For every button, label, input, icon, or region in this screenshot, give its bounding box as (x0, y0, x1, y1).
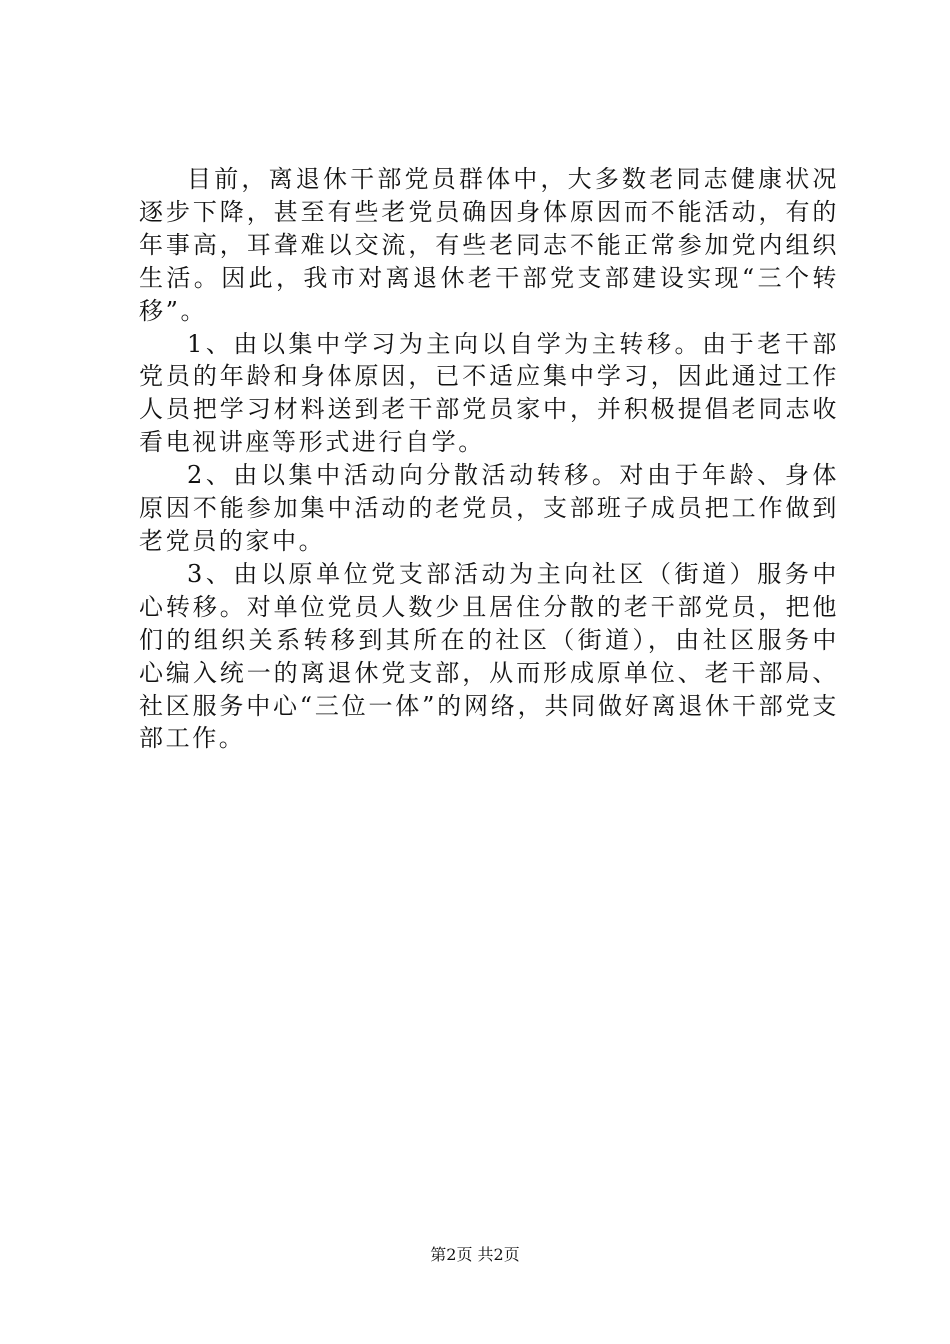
page-number: 第2页 共2页 (430, 1245, 520, 1264)
page-footer (0, 1244, 950, 1266)
paragraph-intro: 目前，离退休干部党员群体中，大多数老同志健康状况逐步下降，甚至有些老党员确因身体原因而不能活动，有的年事高，耳聋难以交流，有些老同志不能正常参加党内组织生活。因此，我市对离退休老干部党支部建设实现“三个转移”。 (139, 165, 839, 325)
paragraph-item-2: 2、由以集中活动向分散活动转移。对由于年龄、身体原因不能参加集中活动的老党员，支部班子成员把工作做到老党员的家中。 (139, 461, 839, 555)
document-body (139, 163, 839, 755)
paragraph-item-1: 1、由以集中学习为主向以自学为主转移。由于老干部党员的年龄和身体原因，已不适应集中学习，因此通过工作人员把学习材料送到老干部党员家中，并积极提倡老同志收看电视讲座等形式进行自学。 (139, 329, 839, 457)
paragraph-item-3: 3、由以原单位党支部活动为主向社区（街道）服务中心转移。对单位党员人数少且居住分散的老干部党员，把他们的组织关系转移到其所在的社区（街道），由社区服务中心编入统一的离退休党支部，从而形成原单位、老干部局、社区服务中心“三位一体”的网络，共同做好离退休干部党支部工作。 (139, 559, 839, 753)
